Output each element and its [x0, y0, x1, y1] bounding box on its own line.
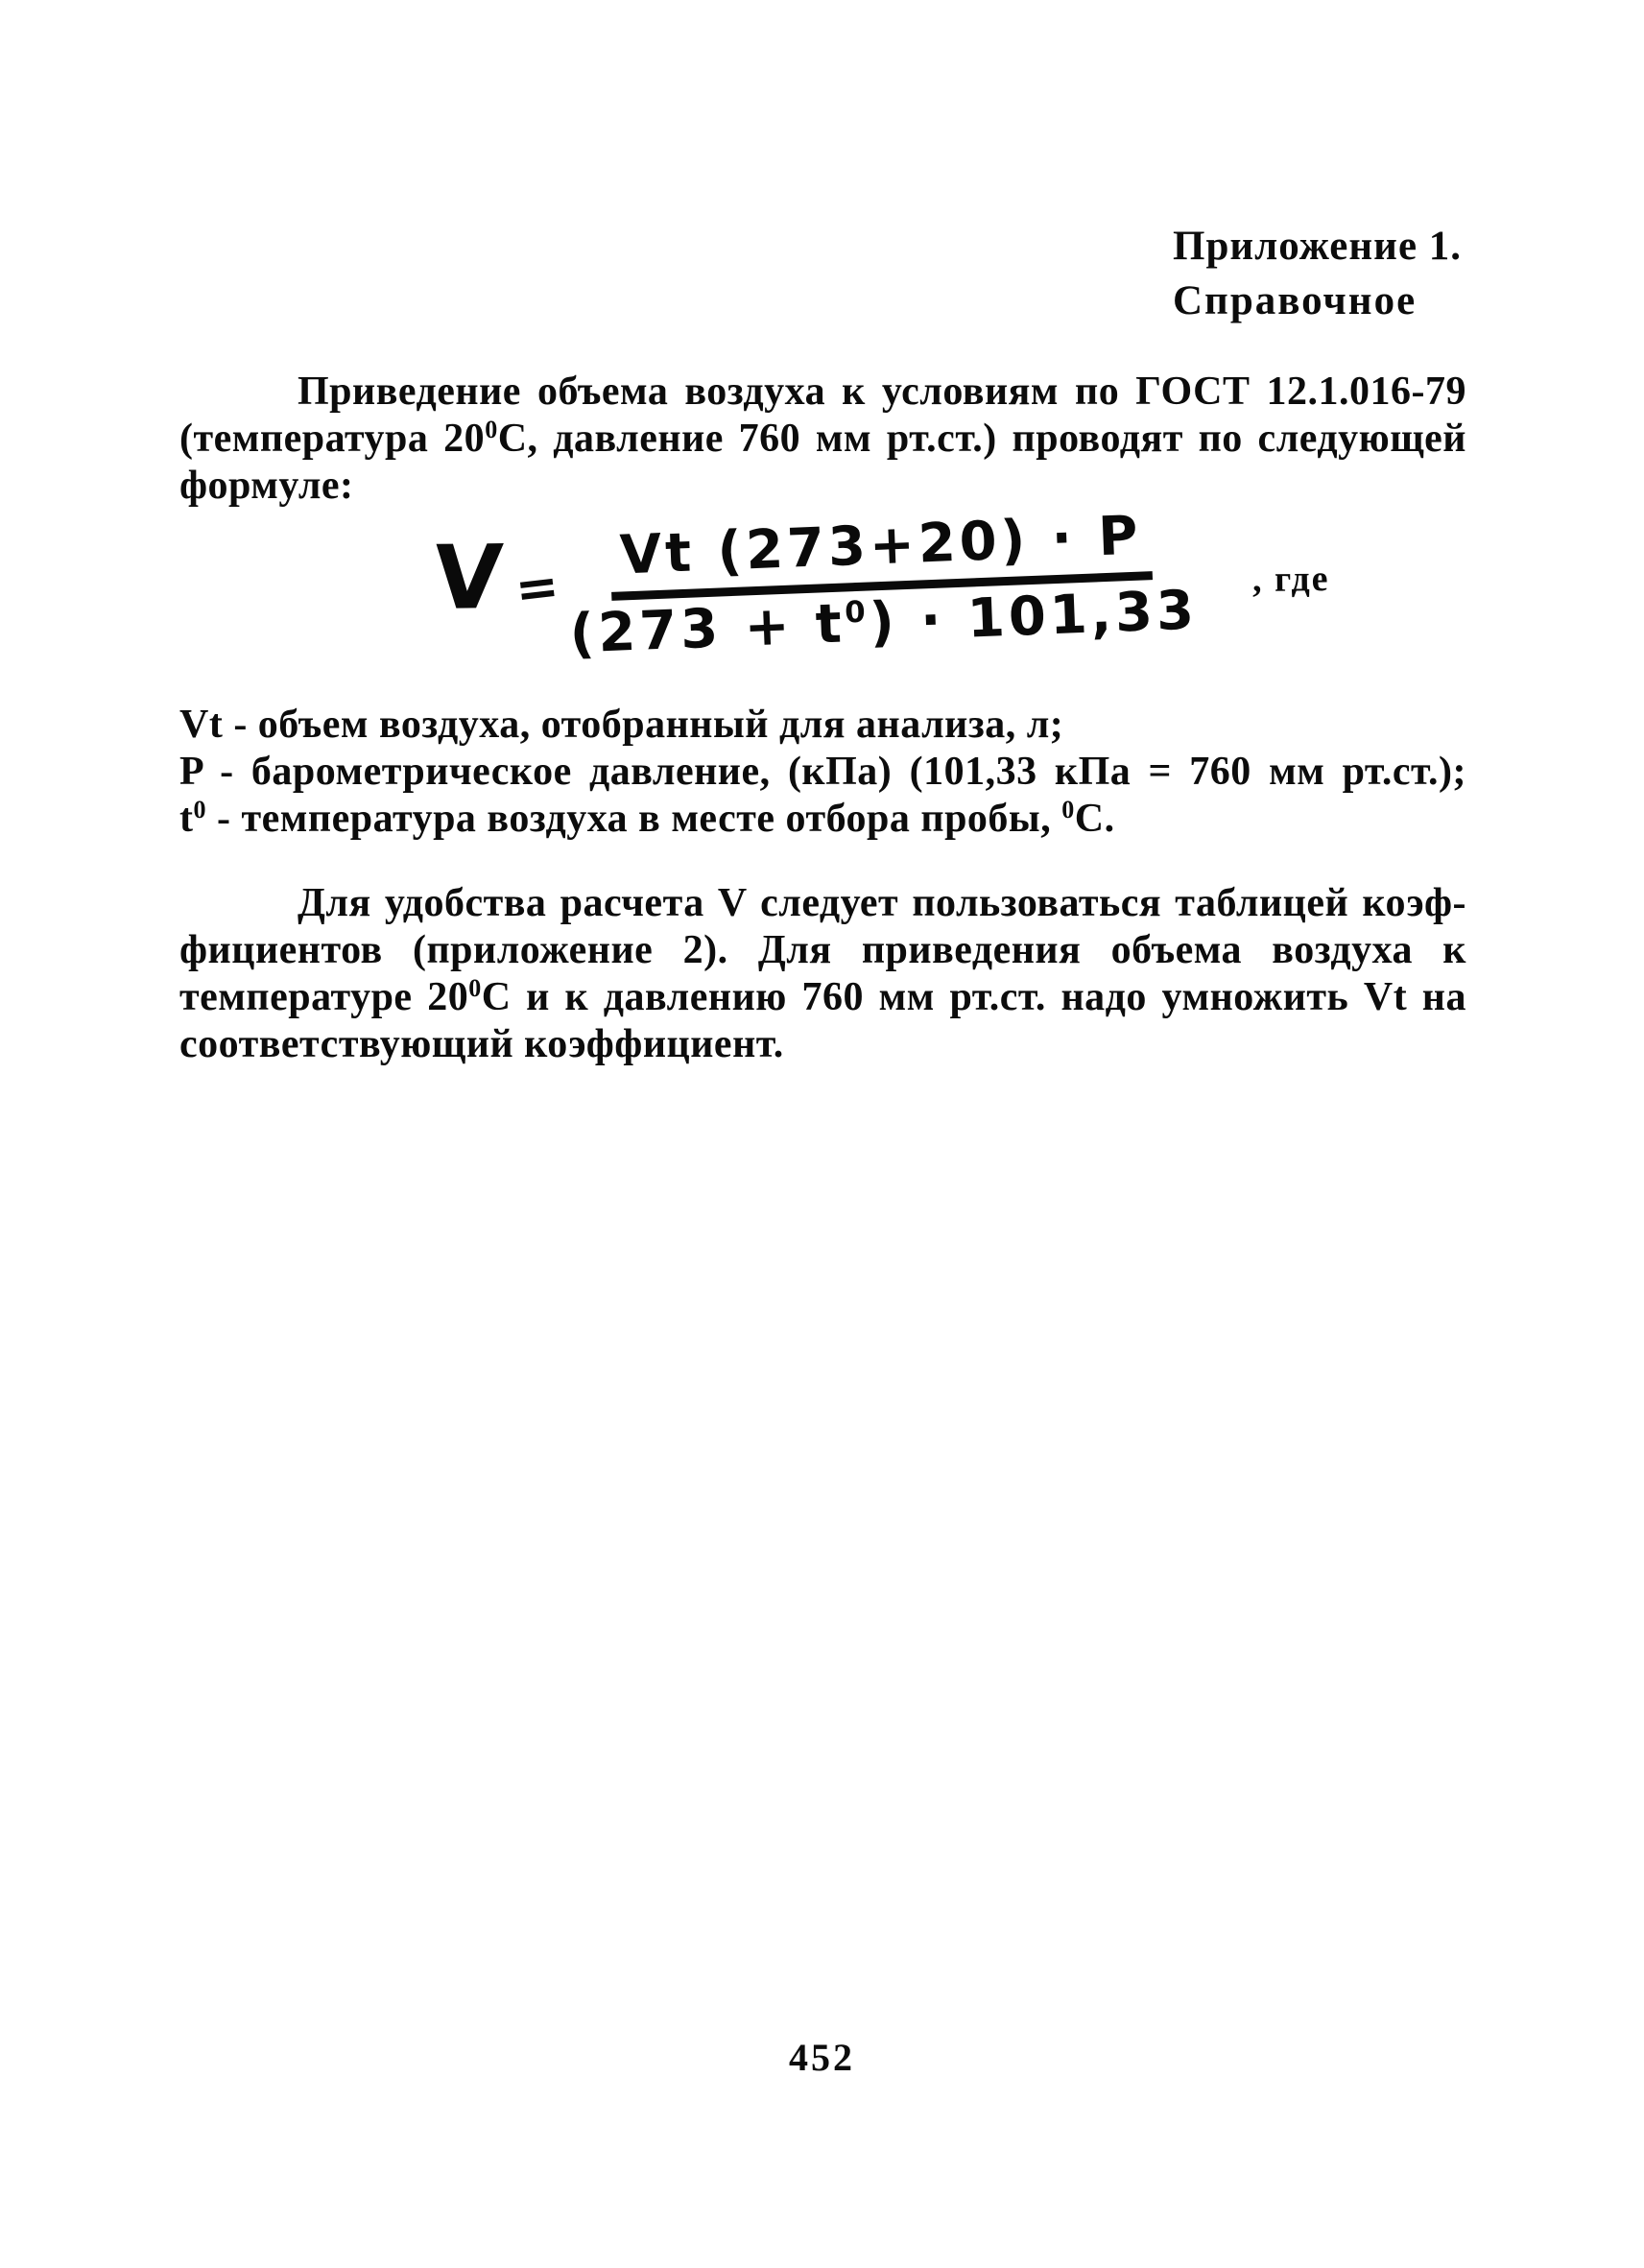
- variable-definitions: [179, 702, 1466, 843]
- text-segment: температуре 20: [179, 975, 469, 1019]
- text-segment: С, давление 760 мм рт.ст.) проводят по следующей: [497, 417, 1466, 461]
- definition-vt: Vt - объем воздуха, отобранный для анализа, л;: [179, 703, 1064, 747]
- usage-line-4: соответствующий коэффициент.: [179, 1022, 784, 1066]
- degree-superscript: 0: [485, 416, 498, 443]
- text-segment: С.: [1074, 797, 1115, 841]
- definition-p: P - барометрическое давление, (кПа) (101,33 кПа = 760 мм рт.ст.);: [179, 750, 1466, 794]
- text-segment: ) · 101,33: [869, 579, 1200, 655]
- degree-superscript: 0: [1061, 796, 1075, 824]
- intro-line-3: формуле:: [179, 464, 354, 508]
- text-segment: (273 + t: [568, 592, 847, 666]
- degree-superscript: 0: [468, 974, 482, 1002]
- intro-paragraph: [179, 369, 1466, 510]
- appendix-title: Приложение 1.: [1173, 224, 1463, 269]
- text-segment: (температура 20: [179, 417, 486, 461]
- appendix-header: [1173, 219, 1462, 328]
- formula-where-label: , где: [1251, 559, 1330, 600]
- text-segment: t: [179, 797, 194, 841]
- usage-line-2: фициентов (приложение 2). Для приведения объема воздуха к: [179, 928, 1466, 972]
- appendix-subtitle: Справочное: [1173, 278, 1418, 323]
- text-segment: - температура воздуха в месте отбора пробы,: [206, 797, 1062, 841]
- fraction-numerator: Vt (273+20) · P: [609, 506, 1153, 601]
- air-volume-formula: [430, 504, 1330, 666]
- degree-superscript: 0: [845, 594, 870, 631]
- fraction: [566, 504, 1200, 664]
- usage-line-3: [179, 974, 1466, 1021]
- definition-t: [179, 796, 1466, 843]
- page-number: 452: [789, 2036, 855, 2079]
- equals-sign: =: [512, 555, 562, 621]
- text-segment: С и к давлению 760 мм рт.ст. надо умножить Vt на: [481, 975, 1467, 1019]
- degree-superscript: 0: [193, 796, 207, 824]
- usage-paragraph: [179, 880, 1466, 1068]
- formula-variable-v: V: [430, 526, 506, 630]
- usage-line-1: Для удобства расчета V следует пользоваться таблицей коэф-: [298, 881, 1466, 925]
- intro-line-1: Приведение объема воздуха к условиям по ГОСТ 12.1.016-79: [298, 370, 1466, 414]
- intro-line-2: [179, 416, 1466, 463]
